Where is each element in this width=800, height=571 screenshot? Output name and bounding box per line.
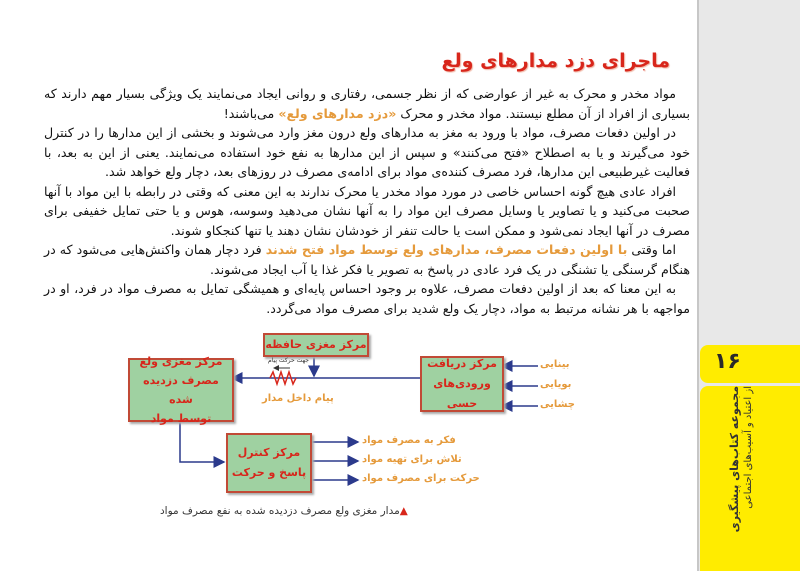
- control-center-box: [226, 433, 312, 493]
- craving-center-line: مصرف دزدیده شده: [143, 374, 219, 406]
- page-number: ۱۶: [714, 349, 741, 374]
- output-label: فکر به مصرف مواد: [362, 435, 456, 446]
- message-in-circuit-label: پیام داخل مدار: [262, 393, 334, 404]
- control-center-line: پاسخ و حرکت: [231, 466, 307, 479]
- highlighted-text: با اولین دفعات مصرف، مدارهای ولع توسط مواد فتح شدند: [265, 242, 628, 257]
- text-run: افراد عادی هیچ گونه احساس خاصی در مورد مواد مخدر یا محرک ندارند به این معنی که وقتی در رابطه با این مواد با آنها صحبت می‌کنید و یا تصاویر یا وسایل مصرف این مواد را به آنها نشان می‌دهید وسوسه، هوس و یا حتی تمایل خفیفی برای مصرف در آنها ایجاد نمی‌شود و ممکن است یا حالت تنفر از خودشان نشان دهند یا تنها کنجکاو شوند.: [44, 183, 690, 238]
- output-label: حرکت برای مصرف مواد: [362, 473, 480, 484]
- diagram-caption: [160, 505, 408, 517]
- craving-center-line: مرکز مغزی ولع: [139, 355, 223, 368]
- sensory-center-line: مرکز دریافت: [427, 357, 497, 370]
- text-run: فرد دچار همان واکنش‌هایی می‌شود که در هنگام گرسنگی یا تشنگی در یک فرد عادی در پاسخ به تصویر یا فکر غذا یا آب ایجاد می‌شوند.: [44, 242, 690, 277]
- sense-label: بویایی: [540, 379, 572, 390]
- text-run: مواد مخدر و محرک به غیر از عوارضی که از نظر جسمی، رفتاری و روانی ایجاد می‌نمایند یک ویژگی بسیار مهم دارند که بسیاری از افراد از آن مطلع نیستند. مواد مخدر و محرک: [44, 86, 690, 121]
- triangle-icon: ▲: [399, 505, 408, 517]
- series-title: مجموعه کتاب‌های پیشگیری: [728, 386, 741, 533]
- memory-center-label: مرکز مغزی حافظه: [265, 338, 367, 351]
- sensory-center-line: ورودی‌های حسی: [433, 377, 491, 410]
- control-center-line: مرکز کنترل: [237, 446, 301, 459]
- text-run: به این معنا که بعد از اولین دفعات مصرف، علاوه بر وجود احساس پایه‌ای و همیشگی تمایل به مصرف مواد در فرد، او در مواجهه با هر نشانه مرتبط به مواد، دچار یک ولع شدید برای مصرف مواد می‌گردد.: [44, 281, 690, 316]
- craving-center-box: [128, 355, 234, 425]
- craving-center-line: توسط مواد: [150, 412, 212, 425]
- text-run: می‌باشند!: [223, 105, 279, 121]
- sensory-center-box: [420, 356, 504, 412]
- memory-center-box: [263, 333, 369, 357]
- message-direction-label: جهت حرکت پیام: [268, 357, 309, 364]
- highlighted-text: «دزد مدارهای ولع»: [278, 105, 397, 121]
- article-title: ماجرای دزد مدارهای ولع: [441, 50, 670, 72]
- sense-label: چشایی: [540, 399, 576, 410]
- sense-label: بینایی: [540, 359, 570, 370]
- series-subtitle: از اعتیاد و آسیب‌های اجتماعی: [743, 386, 754, 509]
- output-label: تلاش برای تهیه مواد: [362, 454, 462, 465]
- caption-text: مدار مغزی ولع مصرف دزدیده شده به نفع مصرف مواد: [160, 505, 400, 517]
- text-run: در اولین دفعات مصرف، مواد با ورود به مغز به مدارهای ولع درون مغز وارد می‌شوند و بخشی از این مدارها را در کنترل خود می‌گیرند و یا به اصطلاح «فتح می‌کنند» و سپس از این مدارها به نفع خود استفاده می‌نمایند. یعنی از این به بعد، با فعالیت غیرطبیعی این مدارها، فرد مصرف کننده‌ی مواد برای ادامه‌ی مصرف در روزهای بعد، دچار ولع خواهد شد.: [44, 125, 690, 179]
- text-run: اما وقتی: [627, 242, 676, 257]
